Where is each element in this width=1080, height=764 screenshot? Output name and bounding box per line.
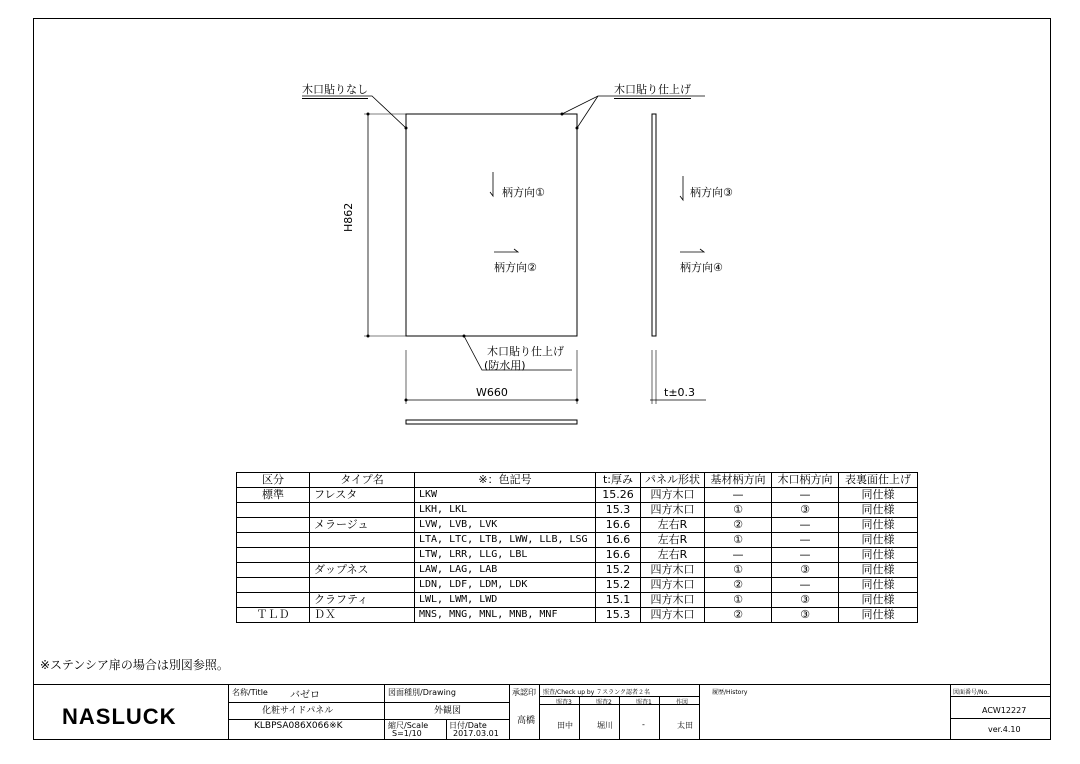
company-logo: NASLUCK <box>62 704 177 729</box>
cell-base-grain: ① <box>705 563 772 578</box>
cell-thickness: 15.3 <box>596 503 641 518</box>
cell-finish: 同仕様 <box>839 563 918 578</box>
cell-shape: 四方木口 <box>641 563 705 578</box>
panel-front-view <box>406 114 577 336</box>
cell-thickness: 15.2 <box>596 578 641 593</box>
cell-base-grain: ② <box>705 608 772 623</box>
panel-bottom-view <box>406 420 577 424</box>
grain-arrow-1 <box>490 172 493 196</box>
cell-edge-grain: ③ <box>772 608 839 623</box>
cell-color-code: LWL, LWM, LWD <box>415 593 596 608</box>
cell-edge-grain: — <box>772 488 839 503</box>
check-sub-1: 照査3 <box>556 699 572 706</box>
col-category: 区分 <box>237 473 310 488</box>
note: ※ステンシア扉の場合は別図参照。 <box>40 658 229 672</box>
grain-arrow-3 <box>680 176 683 200</box>
grain-arrow-4 <box>680 249 704 252</box>
cell-thickness: 15.1 <box>596 593 641 608</box>
cell-category <box>237 503 310 518</box>
col-finish: 表裏面仕上げ <box>839 473 918 488</box>
cell-type <box>310 533 415 548</box>
cell-category <box>237 518 310 533</box>
cell-type: フレスタ <box>310 488 415 503</box>
cell-thickness: 15.2 <box>596 563 641 578</box>
approve-label: 承認印 <box>512 688 536 697</box>
table-row <box>237 578 918 593</box>
cell-finish: 同仕様 <box>839 503 918 518</box>
cell-type: メラージュ <box>310 518 415 533</box>
cell-type <box>310 548 415 563</box>
version: ver.4.10 <box>988 725 1021 734</box>
label-waterproof: (防水用) <box>484 359 526 372</box>
cell-base-grain: — <box>705 488 772 503</box>
cell-thickness: 15.3 <box>596 608 641 623</box>
grain-label-1: 柄方向① <box>502 186 545 199</box>
col-shape: パネル形状 <box>641 473 705 488</box>
table-row <box>237 548 918 563</box>
label-no-edge: 木口貼りなし <box>302 81 368 99</box>
cell-edge-grain: — <box>772 518 839 533</box>
cell-shape: 四方木口 <box>641 608 705 623</box>
drawing-number: ACW12227 <box>982 706 1027 715</box>
cell-type <box>310 578 415 593</box>
scale-value: S=1/10 <box>392 729 422 738</box>
cell-category <box>237 563 310 578</box>
check-sub-4: 作図 <box>676 699 689 706</box>
check-sub-3: 照査1 <box>636 699 652 706</box>
cell-category <box>237 593 310 608</box>
grain-label-3: 柄方向③ <box>690 186 733 199</box>
title-block <box>34 684 1050 740</box>
table-header-row <box>237 473 918 488</box>
grain-label-2: 柄方向② <box>494 261 537 274</box>
date-label: 日付/Date <box>449 721 487 730</box>
cell-finish: 同仕様 <box>839 488 918 503</box>
cell-color-code: LKH, LKL <box>415 503 596 518</box>
cell-shape: 四方木口 <box>641 593 705 608</box>
table-row <box>237 608 918 623</box>
cell-finish: 同仕様 <box>839 608 918 623</box>
col-base-grain: 基材柄方向 <box>705 473 772 488</box>
table-row <box>237 503 918 518</box>
cell-color-code: LAW, LAG, LAB <box>415 563 596 578</box>
history-label: 履歴/History <box>712 689 748 696</box>
cell-edge-grain: ③ <box>772 563 839 578</box>
cell-finish: 同仕様 <box>839 593 918 608</box>
label-edge-finish-top: 木口貼り仕上げ <box>614 81 691 99</box>
cell-finish: 同仕様 <box>839 578 918 593</box>
check-value-1: 田中 <box>557 721 573 730</box>
cell-color-code: LDN, LDF, LDM, LDK <box>415 578 596 593</box>
leader-no-edge <box>302 96 406 128</box>
cell-base-grain: — <box>705 548 772 563</box>
panel-side-view <box>652 114 656 336</box>
col-type: タイプ名 <box>310 473 415 488</box>
cell-type: ダップネス <box>310 563 415 578</box>
cell-thickness: 16.6 <box>596 533 641 548</box>
cell-shape: 左右R <box>641 533 705 548</box>
drawing-label: 図面種別/Drawing <box>388 688 456 697</box>
cell-edge-grain: ③ <box>772 593 839 608</box>
col-edge-grain: 木口柄方向 <box>772 473 839 488</box>
cell-thickness: 16.6 <box>596 518 641 533</box>
model-number: KLBPSA086X066※K <box>254 721 343 731</box>
cell-finish: 同仕様 <box>839 533 918 548</box>
table-row <box>237 518 918 533</box>
scale-label: 縮尺/Scale <box>388 721 429 730</box>
cell-type: クラフティ <box>310 593 415 608</box>
cell-category: ＴＬＤ <box>237 608 310 623</box>
table-row <box>237 563 918 578</box>
check-sub-2: 照査2 <box>596 699 612 706</box>
table-row <box>237 593 918 608</box>
cell-color-code: LVW, LVB, LVK <box>415 518 596 533</box>
cell-edge-grain: — <box>772 533 839 548</box>
subtitle: 化粧サイドパネル <box>262 706 334 716</box>
date-value: 2017.03.01 <box>453 729 499 738</box>
cell-thickness: 16.6 <box>596 548 641 563</box>
table-row <box>237 533 918 548</box>
check-value-4: 太田 <box>677 721 693 730</box>
col-color-code: ※：色記号 <box>415 473 596 488</box>
grain-arrow-2 <box>494 249 518 252</box>
cell-base-grain: ② <box>705 578 772 593</box>
cell-shape: 四方木口 <box>641 578 705 593</box>
dim-height-label: H862 <box>342 202 355 232</box>
cell-shape: 左右R <box>641 548 705 563</box>
cell-color-code: LKW <box>415 488 596 503</box>
col-thickness: t:厚み <box>596 473 641 488</box>
cell-shape: 四方木口 <box>641 488 705 503</box>
cell-finish: 同仕様 <box>839 518 918 533</box>
no-label: 図面番号/No. <box>953 689 989 696</box>
cell-shape: 左右R <box>641 518 705 533</box>
cell-color-code: MNS, MNG, MNL, MNB, MNF <box>415 608 596 623</box>
cell-base-grain: ① <box>705 503 772 518</box>
cell-type: ＤＸ <box>310 608 415 623</box>
cell-category: 標準 <box>237 488 310 503</box>
cell-thickness: 15.26 <box>596 488 641 503</box>
cell-base-grain: ① <box>705 593 772 608</box>
label-edge-finish-bottom: 木口貼り仕上げ <box>487 345 564 358</box>
cell-base-grain: ② <box>705 518 772 533</box>
cell-color-code: LTA, LTC, LTB, LWW, LLB, LSG <box>415 533 596 548</box>
check-value-2: 堀川 <box>597 721 613 730</box>
cell-category <box>237 548 310 563</box>
cell-finish: 同仕様 <box>839 548 918 563</box>
cell-base-grain: ① <box>705 533 772 548</box>
dim-width-label: W660 <box>476 386 508 399</box>
check-value-3: - <box>642 720 645 729</box>
cell-edge-grain: — <box>772 578 839 593</box>
cell-category <box>237 533 310 548</box>
title-label: 名称/Title <box>232 688 268 697</box>
cell-shape: 四方木口 <box>641 503 705 518</box>
drawing-type: 外観図 <box>434 706 462 716</box>
approve-value: 高橋 <box>517 716 536 726</box>
grain-label-4: 柄方向④ <box>680 261 723 274</box>
cell-color-code: LTW, LRR, LLG, LBL <box>415 548 596 563</box>
table-row <box>237 488 918 503</box>
cell-edge-grain: ③ <box>772 503 839 518</box>
cell-type <box>310 503 415 518</box>
dim-thickness-label: t±0.3 <box>664 386 696 399</box>
cell-edge-grain: — <box>772 548 839 563</box>
cell-category <box>237 578 310 593</box>
spec-table <box>236 472 918 623</box>
title-value: バゼロ <box>290 690 320 701</box>
check-label: 照査/Check up by ７スランク認者２名 <box>543 689 651 696</box>
